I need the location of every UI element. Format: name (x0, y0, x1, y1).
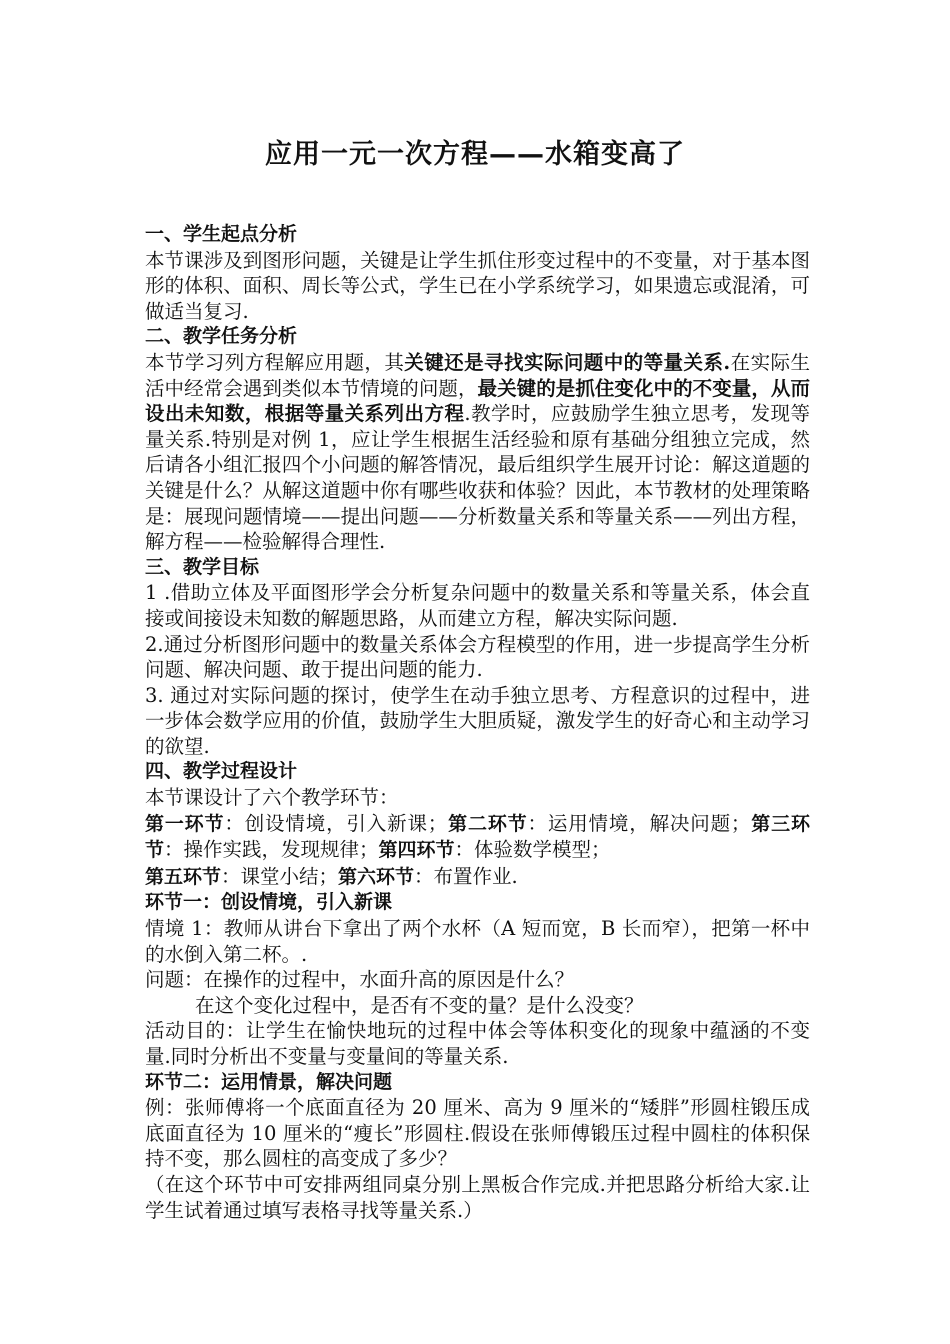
step-text: ：运用情境，解决问题； (527, 811, 751, 835)
step-2-heading: 环节二：运用情景，解决问题 (145, 1070, 393, 1093)
question-1: 问题：在操作的过程中，水面升高的原因是什么？ (145, 968, 575, 992)
text-run: 本节学习列方程解应用题，其 (145, 350, 405, 374)
goal-2: 2.通过分析图形问题中的数量关系体会方程模型的作用，进一步提高学生分析问题、解决问题、敢于提出问题的能力. (145, 632, 810, 682)
step-2-note: （在这个环节中可安排两组同桌分别上黑板合作完成.并把思路分析给大家.让学生试着通过填写表格寻找等量关系.） (145, 1172, 810, 1222)
paragraph-start-analysis: 本节课涉及到图形问题，关键是让学生抓住形变过程中的不变量，对于基本图形的体积、面积、周长等公式，学生已在小学系统学习，如果遗忘或混淆，可做适当复习. (145, 248, 810, 323)
text-run: .教学时，应鼓励学生独立思考，发现等量关系.特别是对例 1，应让学生根据生活经验和原有基础分组独立完成，然后请各小组汇报四个小问题的解答情况，最后组织学生展开讨论：解这道题的关键是什么？从解这道题中你有哪些收获和体验？因此，本节教材的处理策略是：展现问题情境——提出问题——分析数量关系和等量关系——列出方程，解方程——检验解得合理性. (145, 402, 810, 554)
section-heading-4: 四、教学过程设计 (145, 760, 298, 783)
step-label: 第四环节 (378, 839, 455, 862)
process-intro: 本节课设计了六个教学环节： (145, 786, 399, 810)
example-problem: 例：张师傅将一个底面直径为 20 厘米、高为 9 厘米的“矮胖”形圆柱锻压成底面直径为 10 厘米的“瘦长”形圆柱.假设在张师傅锻压过程中圆柱的体积保持不变，那么圆柱的高变成了多少？ (145, 1096, 810, 1171)
step-label: 第三环节 (145, 812, 810, 862)
step-label: 第一环节 (145, 812, 225, 835)
step-text: ：布置作业. (414, 864, 518, 888)
step-label: 第六环节 (338, 865, 415, 888)
step-text: ：操作实践，发现规律； (164, 838, 379, 862)
paragraph-task-analysis (145, 350, 810, 555)
step-label: 第二环节 (447, 812, 528, 835)
process-steps-line-1 (145, 811, 810, 864)
activity-purpose: 活动目的：让学生在愉快地玩的过程中体会等体积变化的现象中蕴涵的不变量.同时分析出不变量与变量间的等量关系. (145, 1019, 810, 1068)
step-text: ：创设情境，引入新课； (224, 811, 448, 835)
goal-3: 3. 通过对实际问题的探讨，使学生在动手独立思考、方程意识的过程中，进一步体会数学应用的价值，鼓励学生大胆质疑，激发学生的好奇心和主动学习的欲望. (145, 683, 810, 758)
goal-1: 1 .借助立体及平面图形学会分析复杂问题中的数量关系和等量关系，体会直接或间接设未知数的解题思路，从而建立方程，解决实际问题. (145, 581, 810, 630)
question-2: 在这个变化过程中，是否有不变的量？是什么没变？ (195, 993, 644, 1017)
step-label: 第五环节 (145, 865, 222, 888)
document-body (145, 222, 810, 1223)
document-title: 应用一元一次方程——水箱变高了 (265, 139, 685, 170)
bold-run: 关键还是寻找实际问题中的等量关系. (404, 350, 731, 374)
scenario-1: 情境 1：教师从讲台下拿出了两个水杯（A 短而宽，B 长而窄），把第一杯中的水倒入第二杯。. (145, 917, 810, 966)
text-run: 在实际生活中经常会遇到类似本节情境的问题， (145, 350, 810, 400)
step-text: ：体验数学模型； (454, 838, 611, 862)
step-text: ：课堂小结； (221, 864, 339, 888)
bold-run: 最关键的是抓住变化中的不变量，从而设出未知数，根据等量关系列出方程 (145, 376, 810, 426)
section-heading-2: 二、教学任务分析 (145, 325, 298, 348)
section-heading-3: 三、教学目标 (145, 555, 260, 578)
process-steps-line-2 (145, 864, 810, 891)
step-1-heading: 环节一：创设情境，引入新课 (145, 891, 393, 914)
section-heading-1: 一、学生起点分析 (145, 223, 298, 245)
